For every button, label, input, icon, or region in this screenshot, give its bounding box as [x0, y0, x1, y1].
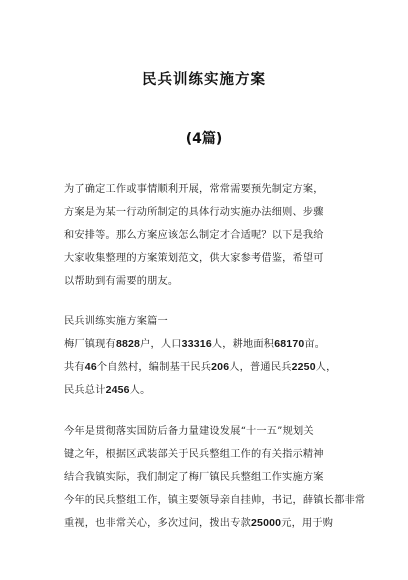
- section-line: [64, 333, 354, 356]
- intro-line: 为了确定工作或事情顺利开展，常常需要预先制定方案，: [64, 184, 324, 195]
- intro-line: 以帮助到有需要的朋友。: [64, 276, 179, 287]
- body-line: 今年是贯彻落实国防后备力量建设发展“十一五”规划关: [64, 426, 314, 437]
- intro-line: 和安排等。那么方案应该怎么制定才合适呢？以下是我给: [64, 230, 324, 241]
- number-value: 2456: [105, 384, 130, 396]
- intro-line: 方案是为某一行动所制定的具体行动实施办法细则、步骤: [64, 207, 324, 218]
- section-line: [64, 379, 354, 402]
- section-heading: 民兵训练实施方案篇一: [64, 316, 168, 327]
- number-value: 33316: [181, 338, 212, 350]
- body-line: 结合我镇实际，我们制定了梅厂镇民兵整组工作实施方案: [64, 472, 324, 483]
- text-run: 民兵总计: [64, 385, 106, 396]
- section-one: [64, 310, 354, 402]
- text-run: 重视，也非常关心，多次过问，拨出专款: [64, 518, 251, 529]
- body-line: [64, 512, 354, 535]
- document-subtitle: (4篇): [185, 131, 223, 147]
- text-run: 共有: [64, 362, 85, 373]
- number-value: 206: [211, 361, 230, 373]
- text-run: 户，人口: [140, 339, 182, 350]
- intro-line: 大家收集整理的方案策划范文，供大家参考借鉴，希望可: [64, 253, 324, 264]
- text-run: 人，普通民兵: [229, 362, 292, 373]
- number-value: 46: [84, 361, 97, 373]
- number-value: 68170: [274, 338, 305, 350]
- text-run: 元，用于购: [281, 518, 334, 529]
- text-run: 人，耕地面积: [211, 339, 275, 350]
- number-value: 25000: [250, 517, 282, 529]
- text-run: 个自然村，编制基干民兵: [96, 362, 212, 373]
- document-title: 民兵训练实施方案: [142, 72, 266, 88]
- intro-paragraph: [64, 178, 354, 293]
- number-value: 2250: [291, 361, 316, 373]
- body-line: 键之年，根据区武装部关于民兵整组工作的有关指示精神: [64, 449, 324, 460]
- text-run: 人，: [315, 362, 337, 373]
- text-run: 人。: [129, 385, 151, 396]
- number-value: 8828: [115, 338, 141, 350]
- text-run: 梅厂镇现有: [64, 339, 116, 350]
- body-line: 今年的民兵整组工作，镇主要领导亲自挂帅，书记，薛镇长都非常: [64, 495, 366, 506]
- section-two-paragraph: [64, 420, 366, 535]
- section-line: [64, 356, 354, 379]
- text-run: 亩。: [304, 339, 326, 350]
